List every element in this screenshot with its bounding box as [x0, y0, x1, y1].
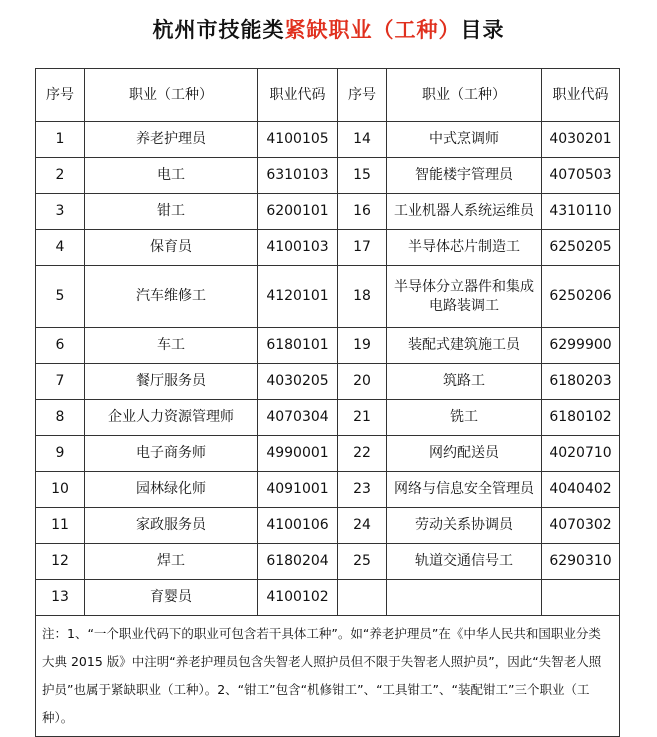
right-code-cell: [542, 580, 620, 616]
left-seq-cell: 10: [36, 472, 85, 508]
right-name-cell: 半导体芯片制造工: [387, 230, 542, 266]
left-seq-cell: 9: [36, 436, 85, 472]
title-highlight: 紧缺职业（工种）: [284, 18, 461, 42]
right-code-cell: 4040402: [542, 472, 620, 508]
table-row: [36, 508, 620, 544]
table-row: [36, 436, 620, 472]
header-seq-right: 序号: [338, 69, 387, 122]
right-seq-cell: 17: [338, 230, 387, 266]
right-name-cell: 装配式建筑施工员: [387, 328, 542, 364]
left-name-cell: 电工: [85, 158, 258, 194]
left-code-cell: 4990001: [258, 436, 338, 472]
right-name-cell: [387, 580, 542, 616]
right-code-cell: 4070503: [542, 158, 620, 194]
table-row: [36, 544, 620, 580]
right-code-cell: 4070302: [542, 508, 620, 544]
left-name-cell: 企业人力资源管理师: [85, 400, 258, 436]
right-code-cell: 4030201: [542, 122, 620, 158]
right-seq-cell: 23: [338, 472, 387, 508]
right-seq-cell: 16: [338, 194, 387, 230]
left-name-cell: 家政服务员: [85, 508, 258, 544]
header-seq-left: 序号: [36, 69, 85, 122]
table-row: [36, 158, 620, 194]
left-seq-cell: 1: [36, 122, 85, 158]
right-code-cell: 4020710: [542, 436, 620, 472]
right-code-cell: 6299900: [542, 328, 620, 364]
header-name-right: 职业（工种）: [387, 69, 542, 122]
left-code-cell: 4091001: [258, 472, 338, 508]
table-note: 注：1、“一个职业代码下的职业可包含若干具体工种”。如“养老护理员”在《中华人民共和国职业分类大典 2015 版》中注明“养老护理员包含失智老人照护员但不限于失智老人照护员”，因此“失智老人照护员”也属于紧缺职业（工种）。2、“钳工”包含“机修钳工”、“工具钳工”、“装配钳工”三个职业（工种）。: [36, 616, 620, 737]
right-name-cell: 网约配送员: [387, 436, 542, 472]
table-row: [36, 328, 620, 364]
left-code-cell: 4100105: [258, 122, 338, 158]
left-code-cell: 6180204: [258, 544, 338, 580]
occupation-table: [35, 68, 620, 737]
left-code-cell: 6200101: [258, 194, 338, 230]
right-code-cell: 6290310: [542, 544, 620, 580]
left-seq-cell: 3: [36, 194, 85, 230]
right-name-cell: 铣工: [387, 400, 542, 436]
left-name-cell: 园林绿化师: [85, 472, 258, 508]
page-title: [0, 14, 657, 44]
right-name-cell: 劳动关系协调员: [387, 508, 542, 544]
right-seq-cell: 15: [338, 158, 387, 194]
left-seq-cell: 12: [36, 544, 85, 580]
left-code-cell: 4070304: [258, 400, 338, 436]
left-seq-cell: 11: [36, 508, 85, 544]
left-seq-cell: 6: [36, 328, 85, 364]
table-row: [36, 122, 620, 158]
right-code-cell: 6250205: [542, 230, 620, 266]
left-code-cell: 6180101: [258, 328, 338, 364]
left-seq-cell: 4: [36, 230, 85, 266]
right-seq-cell: 25: [338, 544, 387, 580]
title-part3: 目录: [460, 18, 505, 42]
left-code-cell: 4100103: [258, 230, 338, 266]
table-row: [36, 580, 620, 616]
header-code-right: 职业代码: [542, 69, 620, 122]
left-name-cell: 电子商务师: [85, 436, 258, 472]
right-name-cell: 半导体分立器件和集成电路装调工: [387, 266, 542, 328]
right-seq-cell: 18: [338, 266, 387, 328]
table-row: [36, 472, 620, 508]
table-header-row: [36, 69, 620, 122]
left-name-cell: 汽车维修工: [85, 266, 258, 328]
title-part1: 杭州市技能类: [152, 18, 285, 42]
right-name-cell: 智能楼宇管理员: [387, 158, 542, 194]
left-name-cell: 餐厅服务员: [85, 364, 258, 400]
table-row: [36, 364, 620, 400]
left-seq-cell: 2: [36, 158, 85, 194]
left-code-cell: 4100102: [258, 580, 338, 616]
right-seq-cell: 19: [338, 328, 387, 364]
note-row: [36, 616, 620, 737]
left-code-cell: 4120101: [258, 266, 338, 328]
table-body: [36, 69, 620, 737]
right-code-cell: 6180102: [542, 400, 620, 436]
right-code-cell: 6180203: [542, 364, 620, 400]
right-name-cell: 工业机器人系统运维员: [387, 194, 542, 230]
left-name-cell: 育婴员: [85, 580, 258, 616]
left-name-cell: 养老护理员: [85, 122, 258, 158]
header-name-left: 职业（工种）: [85, 69, 258, 122]
left-code-cell: 4100106: [258, 508, 338, 544]
right-name-cell: 中式烹调师: [387, 122, 542, 158]
right-name-cell: 网络与信息安全管理员: [387, 472, 542, 508]
left-seq-cell: 7: [36, 364, 85, 400]
left-name-cell: 保育员: [85, 230, 258, 266]
right-code-cell: 4310110: [542, 194, 620, 230]
table-row: [36, 400, 620, 436]
left-code-cell: 4030205: [258, 364, 338, 400]
left-code-cell: 6310103: [258, 158, 338, 194]
header-code-left: 职业代码: [258, 69, 338, 122]
table-row: [36, 194, 620, 230]
left-seq-cell: 5: [36, 266, 85, 328]
right-code-cell: 6250206: [542, 266, 620, 328]
left-name-cell: 焊工: [85, 544, 258, 580]
left-name-cell: 钳工: [85, 194, 258, 230]
right-seq-cell: 22: [338, 436, 387, 472]
right-seq-cell: 20: [338, 364, 387, 400]
right-name-cell: 轨道交通信号工: [387, 544, 542, 580]
right-seq-cell: 21: [338, 400, 387, 436]
left-name-cell: 车工: [85, 328, 258, 364]
left-seq-cell: 13: [36, 580, 85, 616]
right-seq-cell: [338, 580, 387, 616]
table-row: [36, 266, 620, 328]
right-seq-cell: 14: [338, 122, 387, 158]
left-seq-cell: 8: [36, 400, 85, 436]
table-row: [36, 230, 620, 266]
right-name-cell: 筑路工: [387, 364, 542, 400]
right-seq-cell: 24: [338, 508, 387, 544]
